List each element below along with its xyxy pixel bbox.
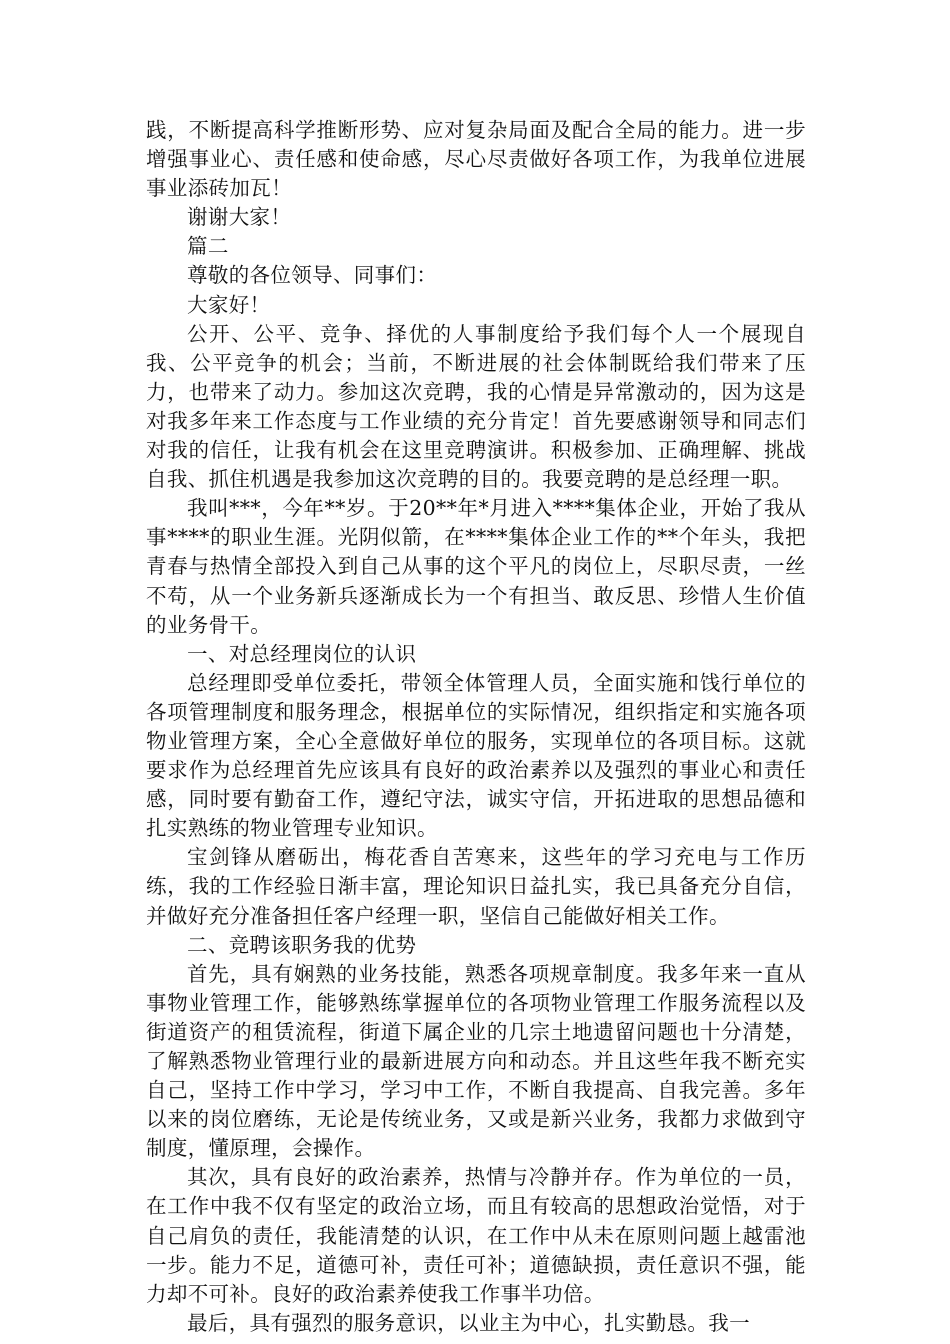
paragraph-thanks: 谢谢大家！ bbox=[187, 205, 292, 230]
paragraph-advantage-political: 其次，具有良好的政治素养，热情与冷静并存。作为单位的一员，在工作中我不仅有坚定的政治立场，而且有较高的思想政治觉悟，对于自己肩负的责任，我能清楚的认识，在工作中从未在原则问题上越雷池一步。能力不足，道德可补，责任可补；道德缺损，责任意识不强，能力却不可补。良好的政治素养使我工作事半功倍。 bbox=[146, 1165, 806, 1306]
section-heading-advantages: 二、竞聘该职务我的优势 bbox=[187, 932, 417, 957]
document-page bbox=[146, 116, 806, 1338]
paragraph-continuation: 践，不断提高科学推断形势、应对复杂局面及配合全局的能力。进一步增强事业心、责任感和使命感，尽心尽责做好各项工作，为我单位进展事业添砖加瓦！ bbox=[146, 118, 806, 201]
paragraph-role-description: 总经理即受单位委托，带领全体管理人员，全面实施和饯行单位的各项管理制度和服务理念，根据单位的实际情况，组织指定和实施各项物业管理方案，全心全意做好单位的服务，实现单位的各项目标。这就要求作为总经理首先应该具有良好的政治素养以及强烈的事业心和责任感，同时要有勤奋工作，遵纪守法，诚实守信，开拓进取的思想品德和扎实熟练的物业管理专业知识。 bbox=[146, 670, 806, 841]
paragraph-advantage-service: 最后，具有强烈的服务意识，以业主为中心，扎实勤恳。我一 bbox=[187, 1310, 750, 1335]
paragraph-introduction: 公开、公平、竞争、择优的人事制度给予我们每个人一个展现自我、公平竞争的机会；当前，不断进展的社会体制既给我们带来了压力，也带来了动力。参加这次竞聘，我的心情是异常激动的，因为这是对我多年来工作态度与工作业绩的充分肯定！首先要感谢领导和同志们对我的信任，让我有机会在这里竞聘演讲。积极参加、正确理解、挑战自我、抓住机遇是我参加这次竞聘的目的。我要竞聘的是总经理一职。 bbox=[146, 321, 806, 492]
greeting: 大家好！ bbox=[187, 292, 271, 317]
section-heading-part-two: 篇二 bbox=[187, 234, 229, 259]
paragraph-readiness: 宝剑锋从磨砺出，梅花香自苦寒来，这些年的学习充电与工作历练，我的工作经验日渐丰富，理论知识日益扎实，我已具备充分自信，并做好充分准备担任客户经理一职，坚信自己能做好相关工作。 bbox=[146, 845, 806, 928]
paragraph-self-introduction: 我叫***，今年**岁。于20**年*月进入****集体企业，开始了我从事****的职业生涯。光阴似箭，在****集体企业工作的**个年头，我把青春与热情全部投入到自己从事的这个平凡的岗位上，尽职尽责，一丝不苟，从一个业务新兵逐渐成长为一个有担当、敢反思、珍惜人生价值的业务骨干。 bbox=[146, 496, 806, 637]
section-heading-role-understanding: 一、对总经理岗位的认识 bbox=[187, 641, 417, 666]
salutation: 尊敬的各位领导、同事们： bbox=[187, 263, 438, 288]
paragraph-advantage-skills: 首先，具有娴熟的业务技能，熟悉各项规章制度。我多年来一直从事物业管理工作，能够熟练掌握单位的各项物业管理工作服务流程以及街道资产的租赁流程，街道下属企业的几宗土地遗留问题也十分清楚，了解熟悉物业管理行业的最新进展方向和动态。并且这些年我不断充实自己，坚持工作中学习，学习中工作，不断自我提高、自我完善。多年以来的岗位磨练，无论是传统业务，又或是新兴业务，我都力求做到守制度，懂原理，会操作。 bbox=[146, 961, 806, 1161]
